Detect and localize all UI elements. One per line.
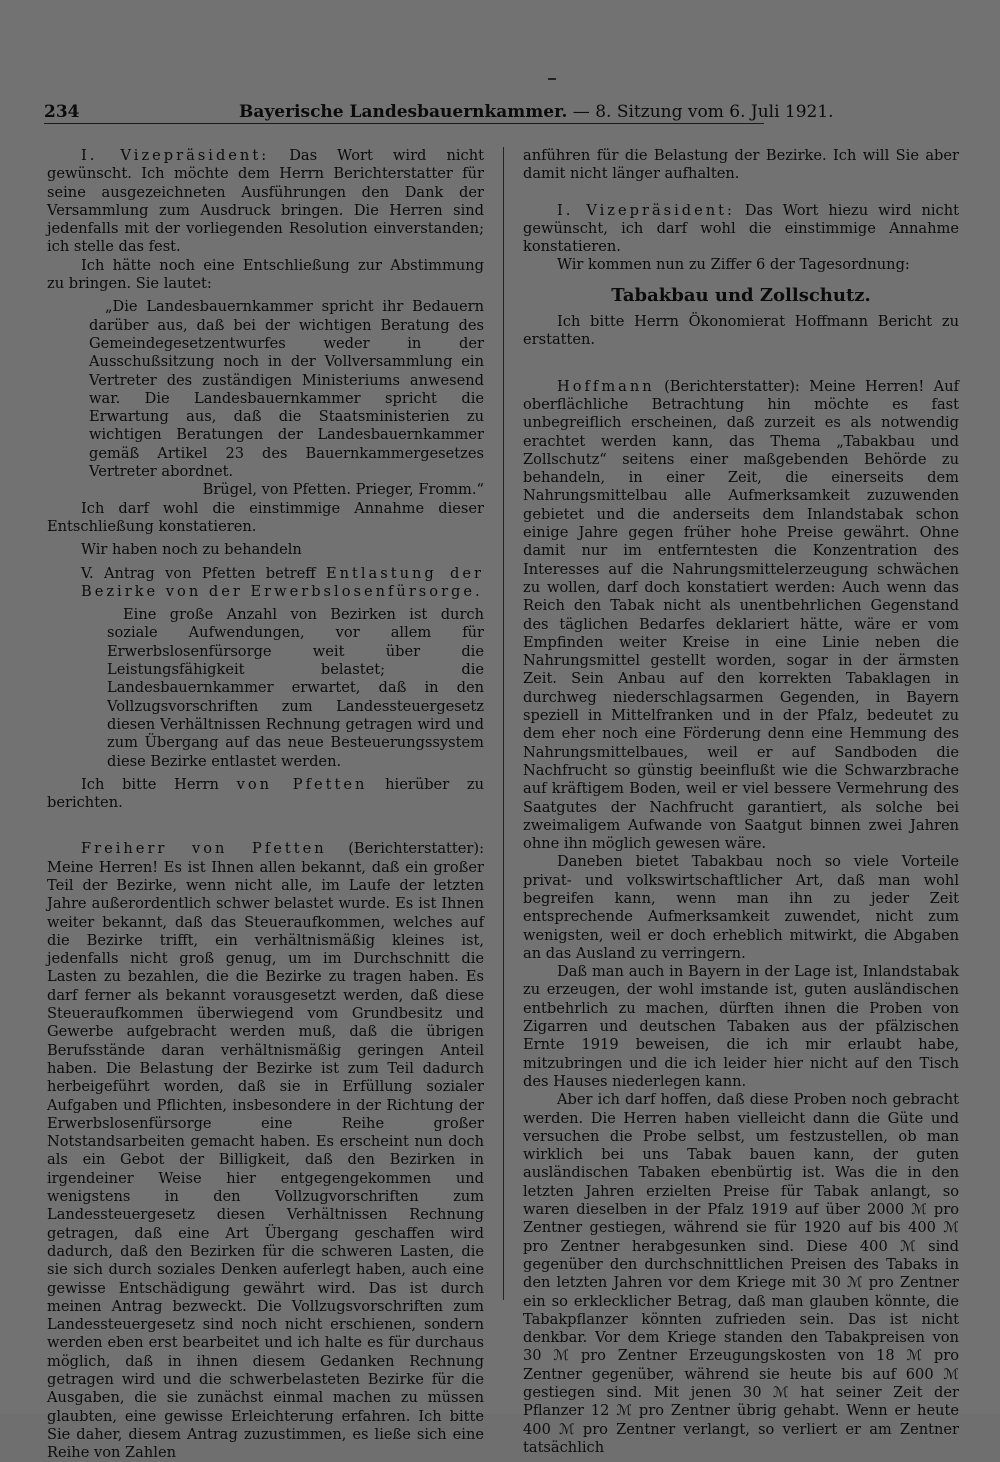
running-head-title: Bayerische Landesbauernkammer. [239,102,568,122]
paragraph: Daneben bietet Tabakbau noch so viele Vorteile privat- und volkswirtschaftlicher Art, daß man wohl begreifen kann, wenn man ihn zu jeder Zeit entsprechende Aufmerksamkeit zuwendet, nicht zum wenigsten, weil er doch erheblich mitwirkt, die Abgaben an das Ausland zu verringern. [523,853,959,962]
resolution-signatories: Brügel, von Pfetten. Prieger, Fromm.“ [202,481,484,499]
left-column [47,147,484,1462]
paragraph-text: Das Wort hiezu wird nicht gewünscht, ich darf wohl die einstimmige Annahme konstatieren. [523,201,959,256]
speaker: Hoffmann [557,377,655,395]
paragraph [523,202,959,257]
paragraph [523,378,959,854]
speaker-name: von Pfetten [236,775,368,793]
paragraph [47,776,484,813]
paragraph-text: (Berichterstatter): Meine Herren! Es ist Ihnen allen bekannt, daß ein großer Teil der Bezirke, wenn nicht alle, im Laufe der letzten Jahre außerordentlich schwer belastet wurde. Es ist Ihnen weiter bekannt, daß das Steueraufkommen, welches auf die Bezirke trifft, ein verhältnismäßig kleines ist, jedenfalls nicht groß genug, um im Durchschnitt die Lasten zu bezahlen, die die Bezirke zu tragen haben. Es darf ferner als bekannt vorausgesetzt werden, daß diese Steueraufkommen überwiegend vom Grundbesitz und Gewerbe aufgebracht werden muß, daß die übrigen Berufsstände daran verhältnismäßig geringen Anteil haben. Die Belastung der Bezirke ist zum Teil dadurch herbeigeführt worden, daß sie in Erfüllung sozialer Aufgaben und Pflichten, insbesondere in der Richtung der Erwerbslosenfürsorge eine Reihe großer Notstandsarbeiten gemacht haben. Es erscheint nun doch als ein Gebot der Billigkeit, daß den Bezirken in irgendeiner Weise hier entgegengekommen und wenigstens in den Vollzugvorschriften zum Landessteuergesetz diesen Verhältnissen Rechnung getragen, daß eine Art Übergang geschaffen wird dadurch, daß den Bezirken für die schweren Lasten, die sie sich durch soziales Denken auferlegt haben, auch eine gewisse Entschädigung gewährt wird. Das ist durch meinen Antrag bezweckt. Die Vollzugsvorschriften zum Landessteuergesetz sind noch nicht erschienen, sondern werden eben erst bearbeitet und ich halte es für durchaus möglich, daß in ihnen diesem Gedanken Rechnung getragen wird und die schwerbelasteten Bezirke für die Ausgaben, die sie zunächst einmal machen zu müssen glaubten, eine gewisse Erleichterung erfahren. Ich bitte Sie daher, diesem Antrag zuzustimmen, es ließe sich eine Reihe von Zahlen [47,840,484,1462]
column-divider [503,147,504,1300]
paragraph: Ich hätte noch eine Entschließung zur Abstimmung zu bringen. Sie lautet: [47,256,484,293]
paragraph: Ich bitte Herrn Ökonomierat Hoffmann Bericht zu erstatten. [523,313,959,349]
motion-heading-subject: Entlastung der Bezirke von der Erwerbslosenfürsorge. [81,564,484,600]
paragraph-text: Das Wort wird nicht gewünscht. Ich möchte dem Herrn Berichterstatter für seine ausgezeichneten Ausführungen den Dank der Versammlung zum Ausdruck bringen. Die Herren sind jedenfalls mit der vorliegenden Resolution einverstanden; ich stelle das fest. [47,147,484,256]
speaker: Freiherr von Pfetten [81,840,327,858]
page-number: 234 [44,102,80,122]
paragraph: Wir haben noch zu behandeln [81,541,302,559]
motion-body: Eine große Anzahl von Bezirken ist durch soziale Aufwendungen, vor allem für Erwerbslosenfürsorge weit über die Leistungsfähigkeit belastet; die Landesbauernkammer erwartet, daß in den Vollzugsvorschriften zum Landessteuergesetz diesen Verhältnissen Rechnung getragen wird und zum Übergang auf das neue Besteuerungssystem diese Bezirke entlastet werden. [107,606,484,770]
right-column [523,147,959,1457]
paragraph: anführen für die Belastung der Bezirke. Ich will Sie aber damit nicht länger aufhalten. [523,147,959,183]
section-title: Tabakbau und Zollschutz. [611,284,871,306]
paragraph [47,147,484,257]
motion-heading-prefix: V. Antrag von Pfetten betreff [81,564,326,582]
speaker: I. Vizepräsident: [557,201,735,219]
header-rule [44,123,764,124]
running-head-session: — 8. Sitzung vom 6. Juli 1921. [567,102,834,122]
paragraph: Wir kommen nun zu Ziffer 6 der Tagesordnung: [557,256,910,274]
paragraph [47,840,484,1462]
paragraph: Daß man auch in Bayern in der Lage ist, Inlandstabak zu erzeugen, der wohl imstande ist, guten ausländischen entbehrlich zu machen, dürften ihnen die Proben von Zigarren und deutschen Tabaken aus der pfälzischen Ernte 1919 beweisen, die ich mir erlaubt habe, mitzubringen und die ich leider hier nicht auf den Tisch des Hauses niederlegen kann. [523,963,959,1090]
paragraph-text: (Berichterstatter): Meine Herren! Auf oberflächliche Betrachtung hin möchte es fast unbegreiflich erscheinen, daß zurzeit es als notwendig erachtet werden kann, das Thema „Tabakbau und Zollschutz“ seitens einer maßgebenden Behörde zu behandeln, in einer Zeit, die einerseits dem Nahrungsmittelbau alle Aufmerksamkeit zuzuwenden gebietet und die anderseits dem Inlandstabak schon einige Jahre gegen früher hohe Preise gewährt. Ohne damit nur im entferntesten die Konzentration des Interesses auf die Nahrungsmittelerzeugung schwächen zu wollen, darf doch konstatiert werden: Auch wenn das Reich den Tabak nicht als unentbehrlichen Gegenstand des täglichen Bedarfes deklariert hätte, wäre er vom Empfinden weiter Kreise in eine Linie neben die Nahrungsmittel gestellt worden, sogar in der ärmsten Zeit. Sein Anbau auf den korrekten Tabaklagen in durchweg niederschlagsarmen Gegenden, in Bayern speziell in Mittelfranken und in der Pfalz, bedeutet zu dem eher noch eine Förderung denn eine Hemmung des Nahrungsmittelbaues, weil er auf Sandboden die Nachfrucht so günstig beeinflußt wie die Schwarzbrache auf kräftigem Boden, weil er viel bessere Vermehrung des Saatgutes der Nachfrucht garantiert, als solche bei zweimaligem Aufwande von Saatgut binnen zwei Jahren ohne ihn möglich gewesen wäre. [523,377,959,853]
paragraph: Ich darf wohl die einstimmige Annahme dieser Entschließung konstatieren. [47,499,484,535]
paragraph-text: Ich bitte Herrn [81,775,237,793]
paragraph: Aber ich darf hoffen, daß diese Proben noch gebracht werden. Die Herren haben vielleicht dann die Güte und versuchen die Probe selbst, um festzustellen, ob man wirklich bei uns Tabak bauen kann, der guten ausländischen Tabaken ebenbürtig ist. Was die in den letzten Jahren erzielten Preise für Tabak anlangt, so waren dieselben in der Pfalz 1919 auf über 2000 ℳ pro Zentner gestiegen, während sie für 1920 auf bis 400 ℳ pro Zentner herabgesunken sind. Diese 400 ℳ sind gegenüber den durchschnittlichen Preisen des Tabaks in den letzten Jahren vor dem Kriege mit 30 ℳ pro Zentner ein so erklecklicher Betrag, daß man glauben könnte, die Tabakpflanzer könnten zufrieden sein. Das ist nicht denkbar. Vor dem Kriege standen den Tabakpreisen von 30 ℳ pro Zentner Erzeugungskosten von 18 ℳ pro Zentner gegenüber, während sie heute bis auf 600 ℳ gestiegen sind. Mit jenen 30 ℳ hat seiner Zeit der Pflanzer 12 ℳ pro Zentner übrig gehabt. Wenn er heute 400 ℳ pro Zentner verlangt, so verliert er am Zentner tatsächlich [523,1091,959,1456]
running-head [239,102,834,122]
ornament-dash [548,78,556,80]
paragraph-text: hierüber zu berichten. [47,775,484,812]
motion-heading [81,565,484,602]
resolution-quote: „Die Landesbauernkammer spricht ihr Bedauern darüber aus, daß bei der wichtigen Beratung des Gemeindegesetzentwurfes weder in der Ausschußsitzung noch in der Vollversammlung ein Vertreter des zuständigen Ministeriums anwesend war. Die Landesbauernkammer spricht die Erwartung aus, daß die Staatsministerien zu wichtigen Beratungen der Landesbauernkammer gemäß Artikel 23 des Bauernkammergesetzes Vertreter abordnet. [89,298,484,481]
speaker: I. Vizepräsident: [81,147,270,164]
